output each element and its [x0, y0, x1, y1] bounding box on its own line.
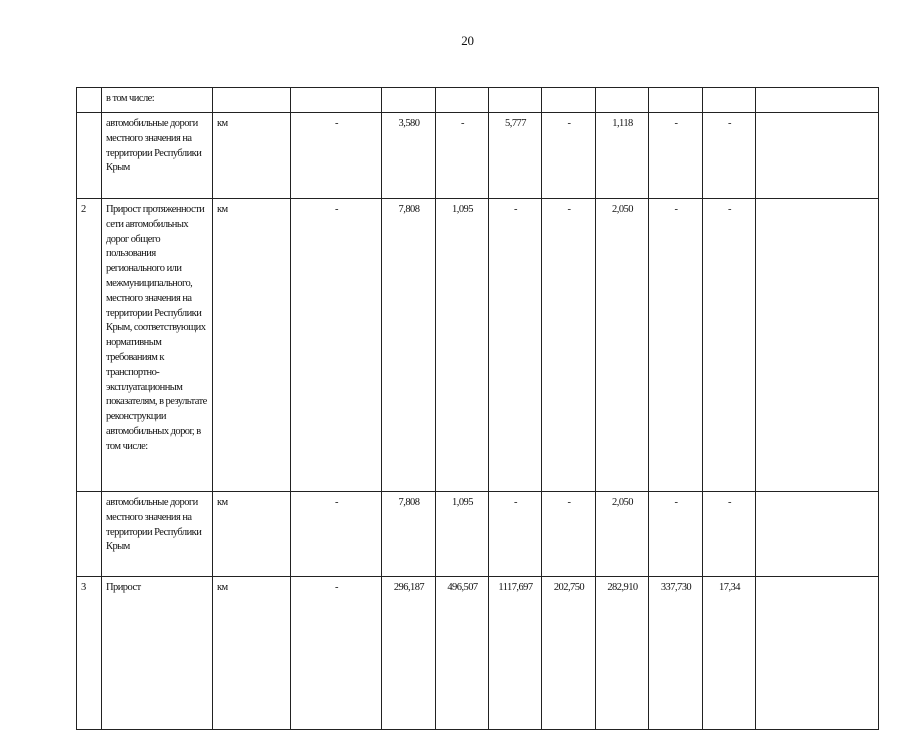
value-cell	[756, 88, 879, 113]
page-number: 20	[461, 33, 474, 48]
value-cell: 1,118	[596, 113, 649, 199]
value-cell	[703, 88, 756, 113]
value-cell: 5,777	[489, 113, 542, 199]
value-cell: -	[291, 113, 382, 199]
value-cell: 496,507	[436, 577, 489, 730]
value-cell	[382, 88, 436, 113]
value-cell	[291, 88, 382, 113]
unit-cell: км	[213, 113, 291, 199]
table-row	[77, 577, 879, 730]
value-cell: -	[542, 492, 596, 577]
value-cell: 17,34	[703, 577, 756, 730]
value-cell	[756, 577, 879, 730]
value-cell: -	[489, 492, 542, 577]
value-cell: -	[649, 199, 703, 492]
value-cell	[489, 88, 542, 113]
value-cell: 337,730	[649, 577, 703, 730]
unit-cell: км	[213, 577, 291, 730]
value-cell: -	[542, 199, 596, 492]
value-cell: -	[542, 113, 596, 199]
value-cell	[649, 88, 703, 113]
row-number-cell: 2	[77, 199, 102, 492]
unit-cell: км	[213, 199, 291, 492]
value-cell: 202,750	[542, 577, 596, 730]
value-cell: 282,910	[596, 577, 649, 730]
table-row	[77, 492, 879, 577]
table-body	[77, 88, 879, 730]
value-cell: -	[489, 199, 542, 492]
value-cell: 7,808	[382, 492, 436, 577]
row-number-cell	[77, 88, 102, 113]
value-cell: -	[436, 113, 489, 199]
row-number-cell	[77, 492, 102, 577]
value-cell: -	[649, 113, 703, 199]
value-cell	[756, 113, 879, 199]
value-cell	[436, 88, 489, 113]
value-cell: 2,050	[596, 199, 649, 492]
indicator-name-cell: автомобильные дороги местного значения на территории Республики Крым	[102, 113, 213, 199]
value-cell: 7,808	[382, 199, 436, 492]
value-cell: -	[291, 199, 382, 492]
indicator-name-cell: Прирост протяженности сети автомобильных дорог общего пользования регионального или межмуниципального, местного значения на территории Республики Крым, соответствующих нормативным требованиям к транспортно-эксплуатационным показателям, в результате реконструкции автомобильных дорог, в том числе:	[102, 199, 213, 492]
value-cell: -	[649, 492, 703, 577]
value-cell: 296,187	[382, 577, 436, 730]
value-cell: 1,095	[436, 492, 489, 577]
value-cell	[596, 88, 649, 113]
value-cell	[756, 492, 879, 577]
value-cell: -	[291, 577, 382, 730]
indicator-name-cell: автомобильные дороги местного значения на территории Республики Крым	[102, 492, 213, 577]
value-cell: 2,050	[596, 492, 649, 577]
value-cell: -	[703, 492, 756, 577]
table-row	[77, 113, 879, 199]
value-cell: -	[291, 492, 382, 577]
value-cell: -	[703, 199, 756, 492]
data-table	[76, 87, 879, 730]
table-row	[77, 88, 879, 113]
row-number-cell: 3	[77, 577, 102, 730]
unit-cell: км	[213, 492, 291, 577]
unit-cell	[213, 88, 291, 113]
indicator-name-cell: Прирост	[102, 577, 213, 730]
value-cell	[542, 88, 596, 113]
value-cell: 1,095	[436, 199, 489, 492]
table-row	[77, 199, 879, 492]
row-number-cell	[77, 113, 102, 199]
value-cell: -	[703, 113, 756, 199]
value-cell: 1117,697	[489, 577, 542, 730]
indicator-name-cell: в том числе:	[102, 88, 213, 113]
value-cell	[756, 199, 879, 492]
value-cell: 3,580	[382, 113, 436, 199]
